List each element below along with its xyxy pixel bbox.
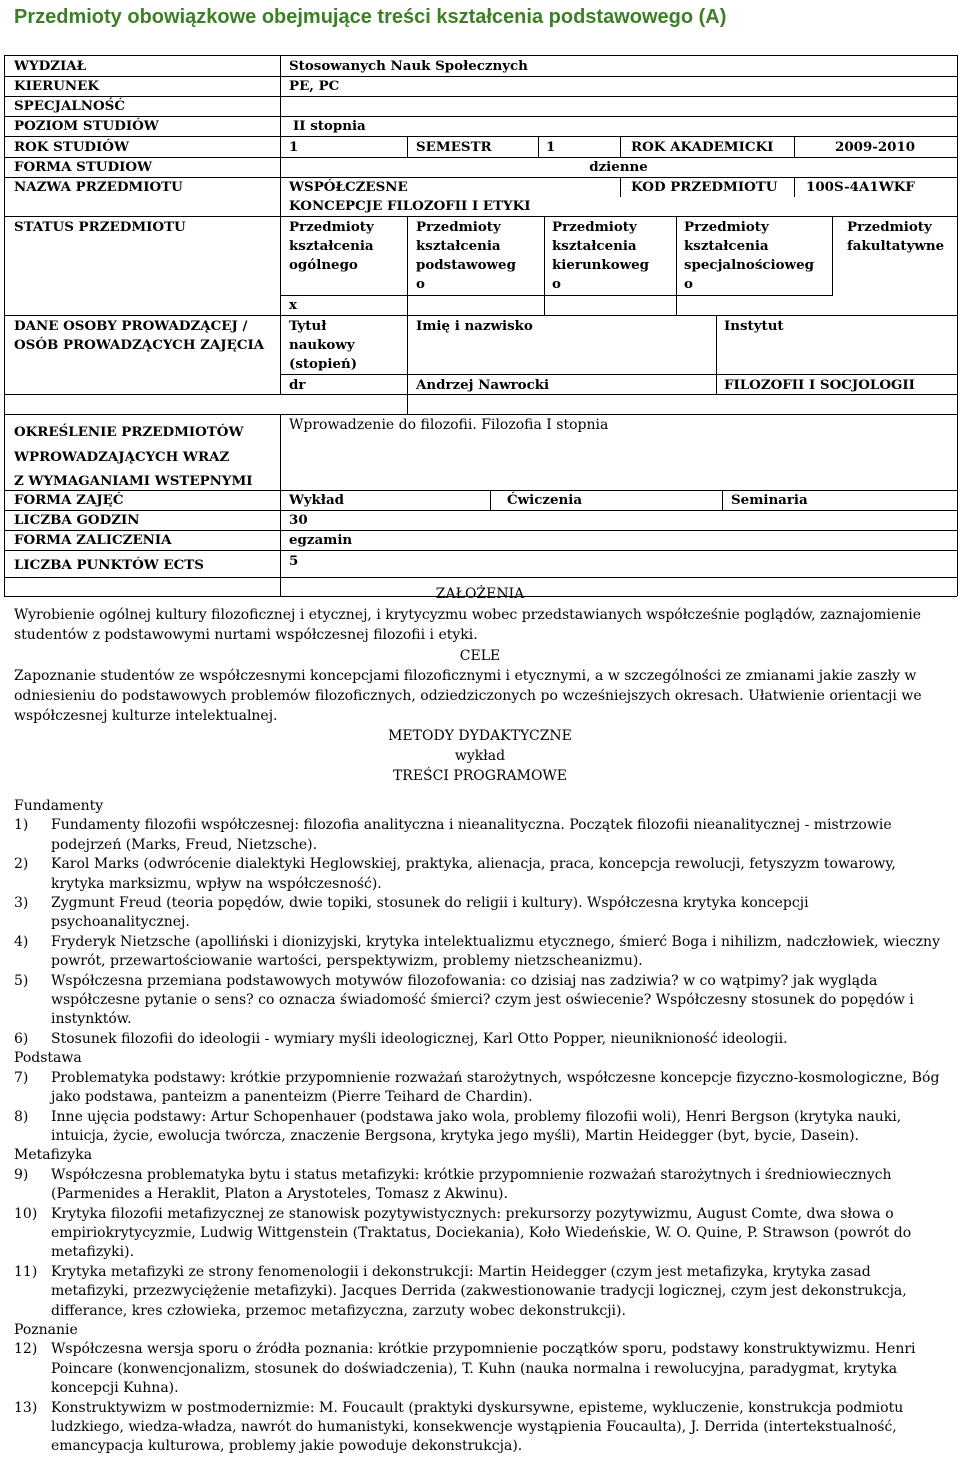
wyklad-label: Wykład [289, 492, 344, 508]
status-col-specjalnosciowe: Przedmioty kształcenia specjalnościoweg o [684, 219, 814, 292]
program-item-number: 3) [14, 895, 29, 912]
seminaria-label: Seminaria [731, 492, 808, 508]
cele-heading: CELE [459, 648, 501, 664]
program-item-text: Problematyka podstawy: krótkie przypomnienie rozważań starożytnych, współczesne koncepcje fizyczno-kosmologiczne, Bóg jako podstawa, panteizm a panenteizm (Pierre Teihard de Chardin). [51, 1069, 940, 1106]
row-line [4, 550, 957, 551]
program-item-text: Fryderyk Nietzsche (apolliński i dionizyjski, krytyka intelektualizmu etycznego, śmierć Boga i nihilizm, nadczłowiek, wieczny powrót, przewartościowanie wartości, perspektywizm, problemy nietzscheanizmu). [51, 933, 940, 970]
wydzial-label: WYDZIAŁ [14, 58, 87, 74]
kod-przedmiotu-value: 100S-4A1WKF [806, 179, 915, 195]
program-item [14, 1030, 950, 1049]
table-border-right [957, 55, 958, 596]
metody-heading: METODY DYDAKTYCZNE [388, 728, 572, 744]
row-line [280, 295, 832, 296]
row-line [4, 76, 957, 77]
forma-zaliczenia-label: FORMA ZALICZENIA [14, 532, 172, 548]
program-item-text: Krytyka metafizyki ze strony fenomenologii i dekonstrukcji: Martin Heidegger (czym jest metafizyka, krytyka zasad metafizyki, przezwyciężenie metafizyki). Jacques Derrida (zakwestionowanie tradycji logicznej, czym jest dekonstrukcja, differance, kres człowieka, przemoc metafizyczna, zarzuty wobec dekonstrukcji). [51, 1263, 907, 1319]
program-item [14, 894, 950, 933]
program-item-number: 4) [14, 933, 29, 950]
col-line [538, 136, 539, 157]
program-item-number: 10) [14, 1205, 38, 1222]
status-col-fakultatywne: Przedmioty fakultatywne [847, 219, 945, 254]
program-item-text: Karol Marks (odwrócenie dialektyki Heglowskiej, praktyka, alienacja, praca, koncepcja rewolucji, fetyszyzm towarowy, krytyka marksizmu, wpływ na współczesność). [51, 856, 896, 892]
forma-studiow-label: FORMA STUDIOW [14, 159, 153, 175]
cwiczenia-label: Ćwiczenia [507, 492, 583, 508]
col-line [722, 490, 723, 510]
metody-value: wykład [454, 748, 506, 764]
row-line [4, 216, 957, 217]
okreslenie-value: Wprowadzenie do filozofii. Filozofia I stopnia [289, 417, 609, 433]
status-checkmark: x [289, 297, 297, 313]
program-item [14, 1108, 950, 1147]
program-item-text: Stosunek filozofii do ideologii - wymiary myśli ideologicznej, Karl Otto Popper, nieuniknioność ideologii. [51, 1030, 788, 1047]
col-line [794, 177, 795, 197]
program-item-text: Konstruktywizm w postmodernizmie: M. Foucault (praktyki dyskursywne, episteme, wykluczenie, konstrukcja podmiotu ludzkiego, wiedza-władza, nawrót do humanistyki, konsekwencje wystąpienia Foucaulta), J. Derrida (intertekstualność, emancypacja kulturowa, problemy jakie powoduje dekonstrukcja). [51, 1399, 904, 1455]
status-col-ogolne: Przedmioty kształcenia ogólnego [289, 219, 374, 273]
program-item [14, 1069, 950, 1108]
program-item-number: 1) [14, 817, 29, 834]
col-line [676, 216, 677, 315]
rok-value: 1 [289, 139, 299, 155]
program-section-heading: Fundamenty [14, 798, 104, 814]
kierunek-value: PE, PC [289, 78, 340, 94]
col-line [544, 216, 545, 315]
col-line [832, 216, 833, 296]
zalozenia-text: Wyrobienie ogólnej kultury filozoficznej i etycznej, i krytycyzmu wobec przedstawianych współcześnie poglądów, zaznajomienie studentów z podstawowymi nurtami współczesnej filozofii i etyki. [14, 607, 922, 643]
specjalnosc-label: SPECJALNOŚĆ [14, 98, 125, 114]
program-item-number: 11) [14, 1263, 38, 1280]
program-item-number: 7) [14, 1069, 29, 1086]
program-item [14, 933, 950, 972]
col-line [407, 216, 408, 315]
program-item-number: 8) [14, 1108, 29, 1125]
page-title: Przedmioty obowiązkowe obejmujące treści kształcenia podstawowego (A) [14, 6, 727, 28]
instytut-value: FILOZOFII I SOCJOLOGII [724, 377, 915, 393]
program-item-text: Inne ujęcia podstawy: Artur Schopenhauer (podstawa jako wola, problemy filozofii woli), Henri Bergson (krytyka nauki, intuicja, życie, ewolucja twórcza, znaczenie Bergsona, krytyka jego myśli), Martin Heidegger (byt, bycie, Dasein). [51, 1108, 902, 1144]
rok-akademicki-label: ROK AKADEMICKI [631, 139, 774, 155]
col-line [794, 136, 795, 157]
rok-label: ROK STUDIÓW [14, 139, 129, 155]
col-line [280, 177, 281, 394]
tresci-heading: TREŚCI PROGRAMOWE [392, 768, 568, 784]
cele-text: Zapoznanie studentów ze współczesnymi koncepcjami filozoficznymi i etycznymi, a w szczególności ze zmianami jakie zaszły w odniesieniu do podstawowych problemów filozoficznych, odziedziczonych po wcześniejszych okresach. Ułatwienie orientacji we współczesnej kulturze intelektualnej. [14, 668, 922, 724]
program-item-number: 2) [14, 856, 29, 873]
row-line [280, 374, 957, 375]
row-line [4, 136, 957, 137]
program-item-number: 6) [14, 1030, 29, 1047]
tytul-label: Tytuł naukowy (stopień) [289, 318, 358, 372]
nazwa-przedmiotu-line1: WSPÓŁCZESNE [289, 179, 408, 195]
row-line [4, 510, 957, 511]
ects-value: 5 [289, 553, 299, 569]
program-item-text: Zygmunt Freud (teoria popędów, dwie topiki, stosunek do religii i kultury). Współczesna krytyka koncepcji psychoanalitycznej. [51, 895, 809, 931]
program-item [14, 1205, 950, 1263]
table-border-top [4, 55, 957, 56]
col-line [620, 136, 621, 157]
col-line [280, 414, 281, 596]
imie-nazwisko-value: Andrzej Nawrocki [416, 377, 550, 393]
okreslenie-label: OKREŚLENIE PRZEDMIOTÓW WPROWADZAJĄCYCH WRAZ Z WYMAGANIAMI WSTEPNYMI [14, 424, 253, 489]
col-line [490, 490, 491, 510]
instytut-label: Instytut [724, 318, 784, 334]
program-section-heading: Metafizyka [14, 1147, 93, 1164]
program-item-text: Fundamenty filozofii współczesnej: filozofia analityczna i nieanalityczna. Początek filozofii nieanalitycznej - mistrzowie podejrzeń (Marks, Freud, Nietzsche). [51, 817, 892, 853]
row-line [4, 414, 957, 415]
nazwa-przedmiotu-label: NAZWA PRZEDMIOTU [14, 179, 183, 195]
program-item-text: Współczesna problematyka bytu i status metafizyki: krótkie przypomnienie rozważań starożytnych i średniowiecznych (Parmenides a Heraklit, Platon a Arystoteles, Tomasz z Akwinu). [51, 1166, 892, 1203]
program-item [14, 972, 950, 1030]
ects-label: LICZBA PUNKTÓW ECTS [14, 557, 204, 573]
program-item [14, 1263, 950, 1321]
program-item [14, 1340, 950, 1398]
program-list [14, 797, 950, 1457]
wydzial-value: Stosowanych Nauk Społecznych [289, 58, 528, 74]
col-line [620, 177, 621, 197]
program-item-number: 5) [14, 972, 29, 989]
row-line [4, 315, 957, 316]
program-item-text: Krytyka filozofii metafizycznej ze stanowisk pozytywistycznych: prekursorzy pozytywizmu, August Comte, dwa słowa o empiriokrytycyzmie, Ludwig Wittgenstein (Traktatus, Dociekania), Koło Wiedeńskie, W. O. Quine, P. Strawson (powrót do metafizyki). [51, 1205, 912, 1261]
program-item [14, 816, 950, 855]
program-item-number: 9) [14, 1166, 29, 1183]
program-item-number: 12) [14, 1341, 38, 1358]
program-item-text: Współczesna przemiana podstawowych motywów filozofowania: co dzisiaj nas zadziwia? w co wątpimy? jak wygląda współczesne pytanie o sens? co oznacza świadomość śmierci? czym jest oświecenie? Współczesny stosunek do popędów i instynktów. [51, 972, 914, 1028]
status-label: STATUS PRZEDMIOTU [14, 219, 186, 235]
semestr-label: SEMESTR [416, 139, 492, 155]
poziom-value: II stopnia [293, 118, 366, 134]
forma-studiow-value: dzienne [589, 159, 648, 175]
forma-zajec-label: FORMA ZAJĘĆ [14, 492, 124, 508]
nazwa-przedmiotu-line2: KONCEPCJE FILOZOFII I ETYKI [289, 198, 531, 214]
poziom-label: POZIOM STUDIÓW [14, 118, 159, 134]
program-section-heading: Poznanie [14, 1321, 78, 1338]
osoby-label: DANE OSOBY PROWADZĄCEJ / OSÓB PROWADZĄCYCH ZAJĘCIA [14, 318, 265, 353]
program-item [14, 1399, 950, 1457]
program-item [14, 1166, 950, 1205]
imie-nazwisko-label: Imię i nazwisko [416, 318, 533, 334]
status-col-podstawowe: Przedmioty kształcenia podstawoweg o [416, 219, 516, 292]
tytul-value: dr [289, 377, 306, 393]
semestr-value: 1 [546, 139, 556, 155]
program-item [14, 855, 950, 894]
liczba-godzin-value: 30 [289, 512, 308, 528]
zalozenia-heading: ZAŁOŻENIA [435, 586, 525, 602]
col-line [716, 315, 717, 394]
program-item-number: 13) [14, 1399, 38, 1416]
program-item-text: Współczesna wersja sporu o źródła poznania: krótkie przypomnienie początków sporu, podstawy konstruktywizmu. Henri Poincare (konwencjonalizm, stosunek do doświadczenia), T. Kuhn (nauka normalna i rewolucyjna, paradygmat, krytyka koncepcji Kuhna). [51, 1341, 916, 1397]
rok-akademicki-value: 2009-2010 [835, 139, 916, 155]
kierunek-label: KIERUNEK [14, 78, 99, 94]
row-line [4, 96, 957, 97]
status-col-kierunkowe: Przedmioty kształcenia kierunkoweg o [552, 219, 650, 292]
row-line [4, 577, 957, 578]
forma-zaliczenia-value: egzamin [289, 532, 353, 548]
program-section-heading: Podstawa [14, 1050, 82, 1067]
kod-przedmiotu-label: KOD PRZEDMIOTU [631, 179, 778, 195]
liczba-godzin-label: LICZBA GODZIN [14, 512, 140, 528]
col-line [407, 315, 408, 414]
col-line [407, 136, 408, 157]
